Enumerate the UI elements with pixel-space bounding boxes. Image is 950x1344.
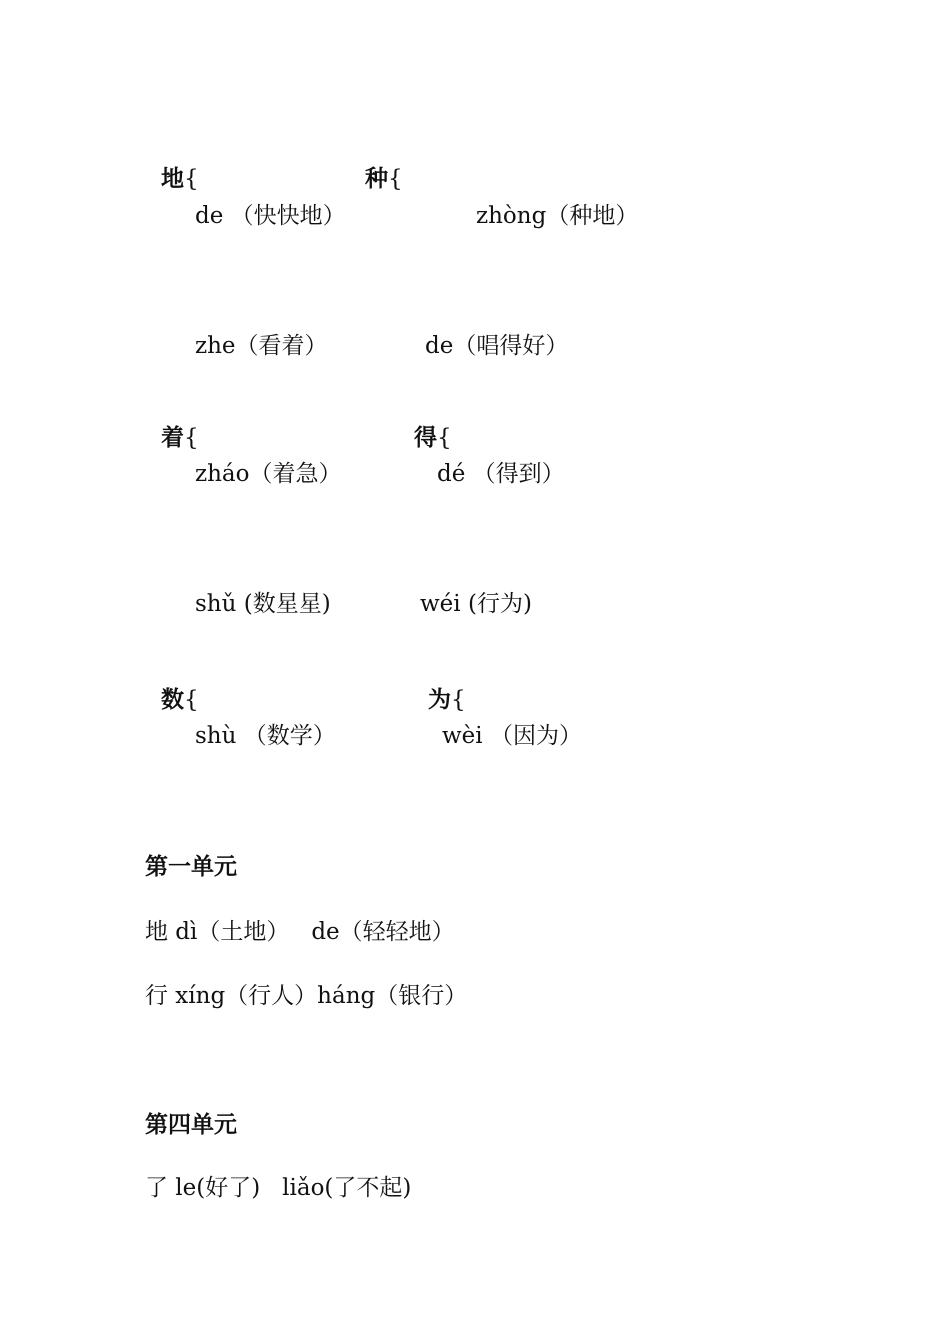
reading-zhe-kanzhe: zhe（看着） [195, 333, 328, 359]
reading-de-dedao: dé （得到） [437, 461, 565, 487]
reading-de-changdehao: de（唱得好） [425, 333, 569, 359]
reading-de-kuaikuaide: de （快快地） [195, 203, 346, 229]
polyphone-char-shu: 数{ [161, 686, 199, 713]
reading-zhao-zhaoji: zháo（着急） [195, 461, 342, 487]
unit-title-1: 第一单元 [145, 853, 237, 880]
brace: { [184, 166, 199, 192]
reading-shu-shuxingxing: shǔ (数星星) [195, 591, 331, 617]
brace: { [437, 425, 452, 451]
brace: { [184, 425, 199, 451]
polyphone-char-zhe: 着{ [161, 424, 199, 451]
unit-line: 了 le(好了) liǎo(了不起) [145, 1175, 412, 1201]
reading-shu-shuxue: shù （数学） [195, 723, 336, 749]
brace: { [184, 687, 199, 713]
polyphone-char-di: 地{ [161, 165, 199, 192]
polyphone-char-zhong: 种{ [365, 165, 403, 192]
unit-line: 行 xíng（行人）háng（银行） [145, 983, 468, 1009]
unit-line: 地 dì（土地） de（轻轻地） [145, 919, 455, 945]
reading-wei-yinwei: wèi （因为） [442, 723, 582, 749]
reading-zhong-zhongdi: zhòng（种地） [476, 203, 639, 229]
polyphone-char-wei: 为{ [428, 686, 466, 713]
polyphone-char-de: 得{ [414, 424, 452, 451]
brace: { [451, 687, 466, 713]
brace: { [388, 166, 403, 192]
unit-title-4: 第四单元 [145, 1111, 237, 1138]
reading-wei-xingwei: wéi (行为) [420, 591, 532, 617]
